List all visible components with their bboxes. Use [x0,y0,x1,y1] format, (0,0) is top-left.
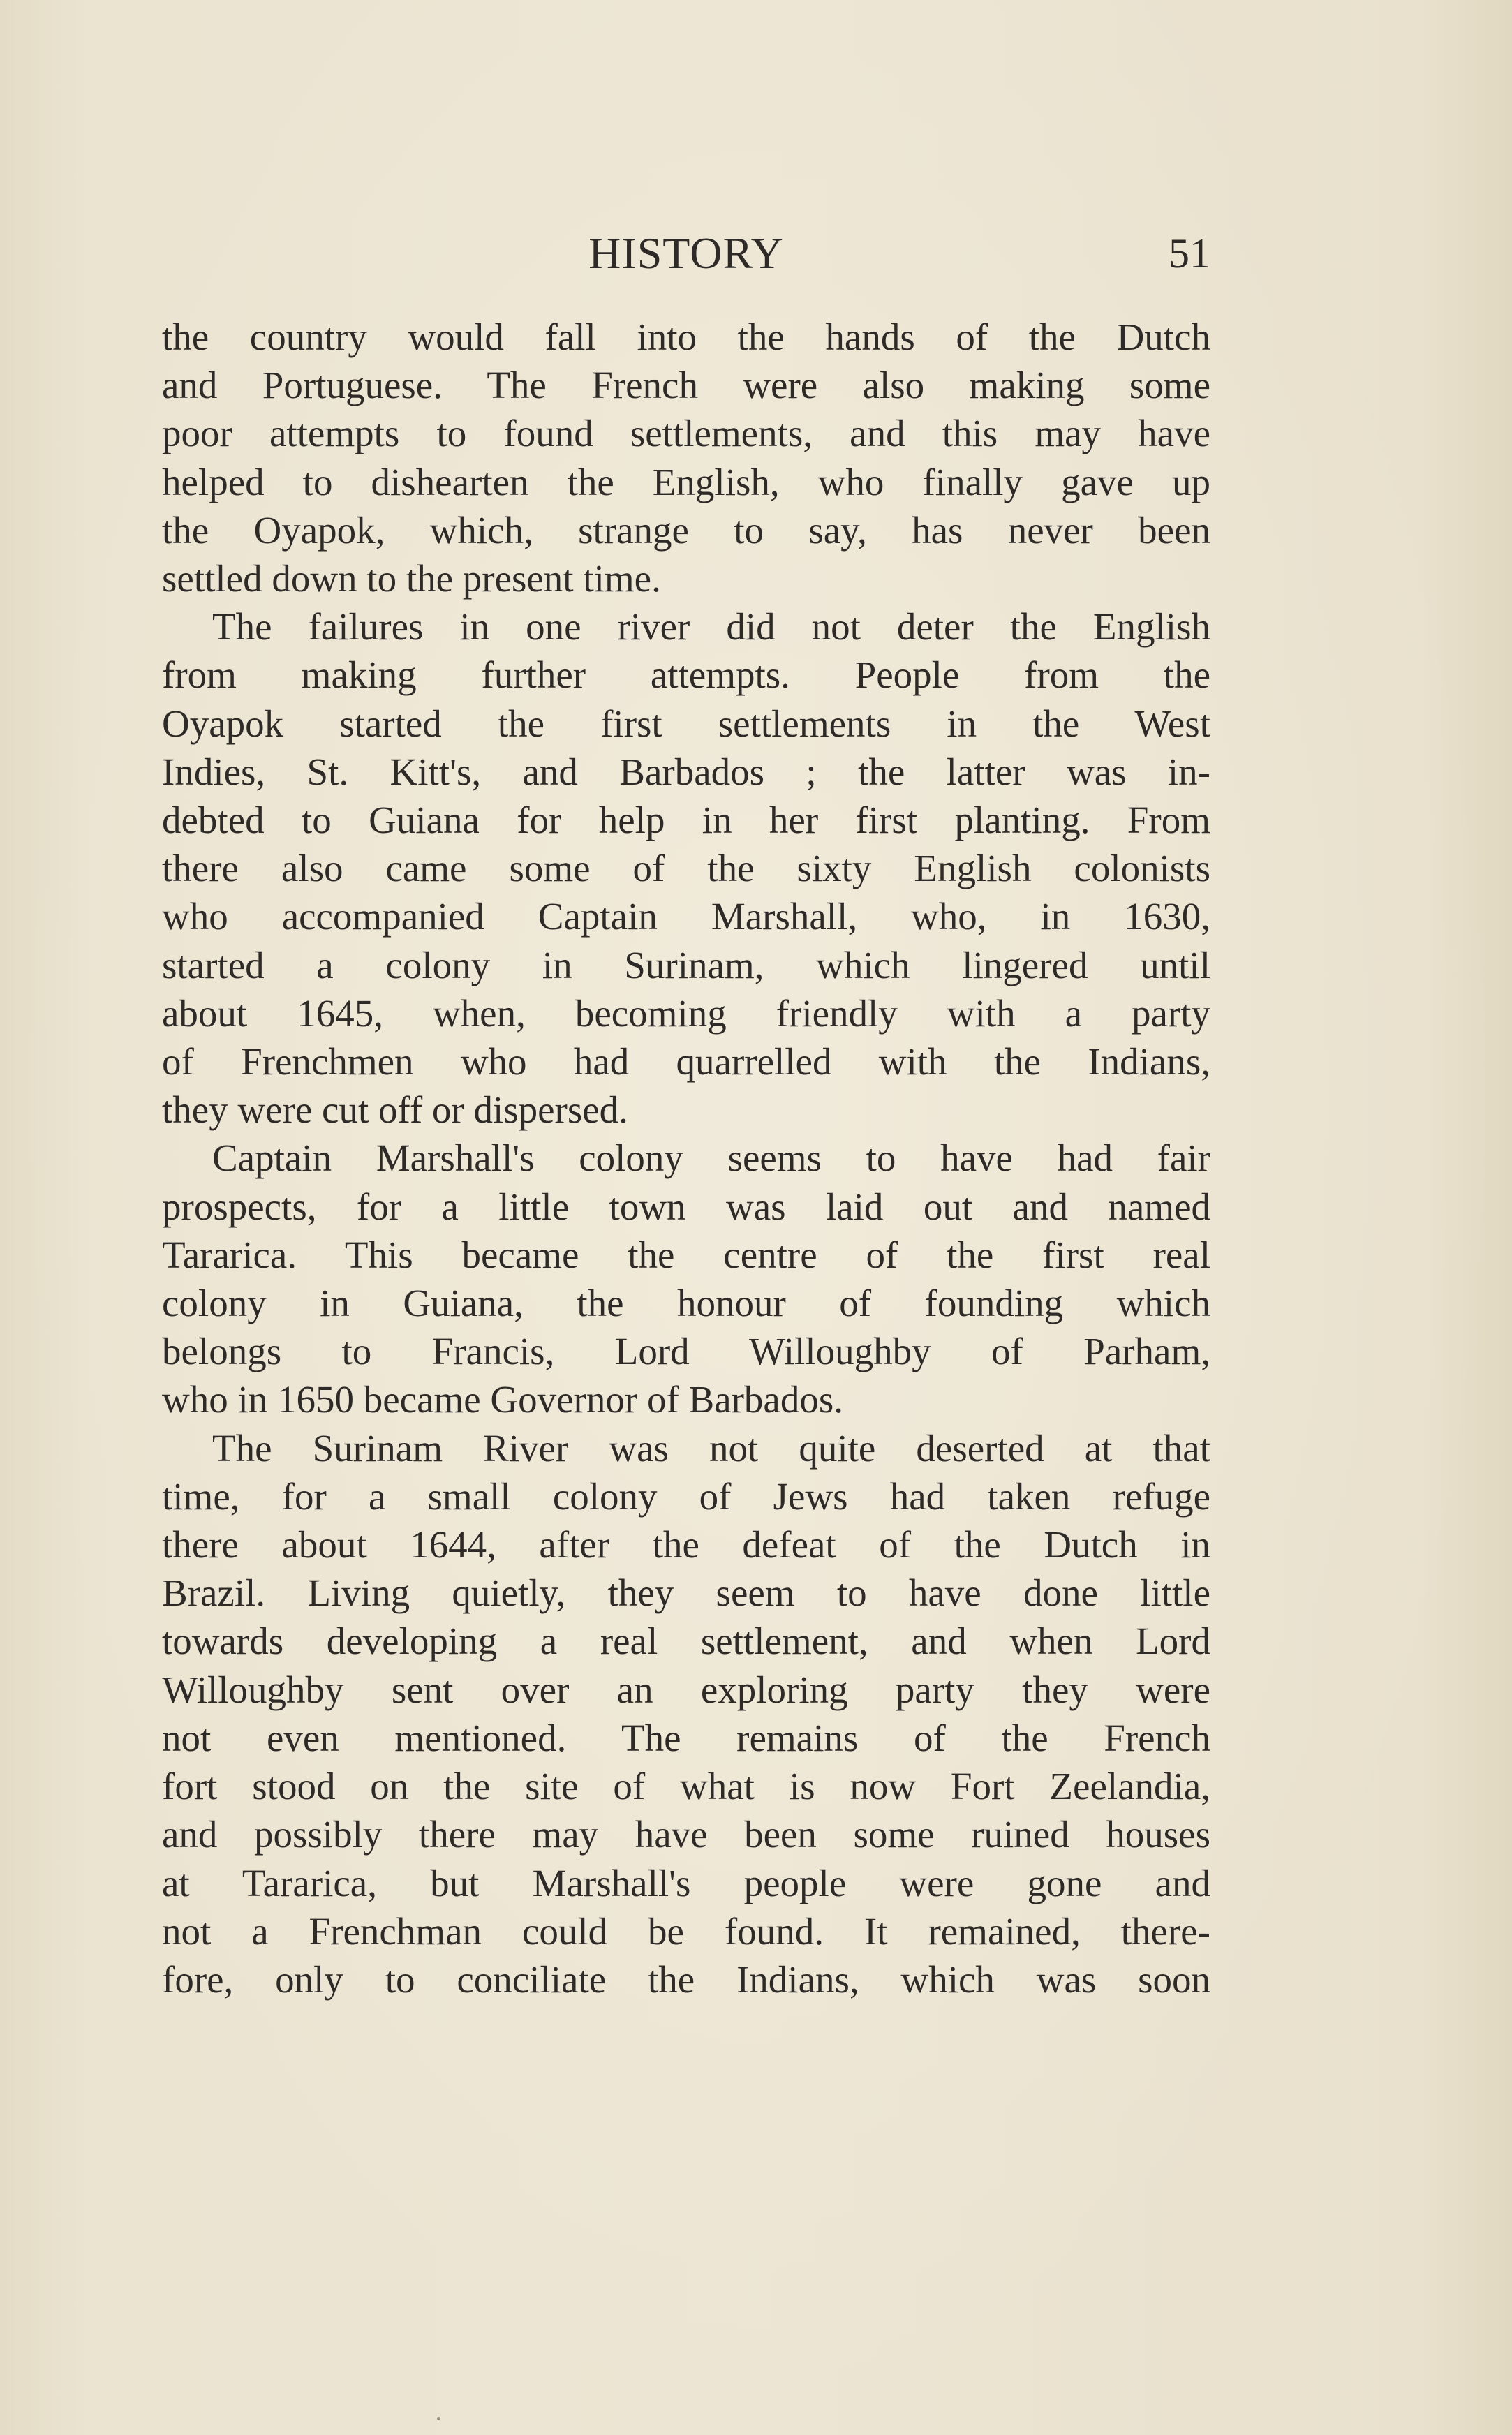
text-line: from making further attempts. People from the [162,653,1210,697]
text-line: they were cut off or dispersed. [162,1088,628,1132]
text-line: who in 1650 became Governor of Barbados. [162,1378,843,1421]
text-line: about 1645, when, becoming friendly with a party [162,991,1210,1035]
body-text [162,313,1210,2004]
paragraph-4 [162,1424,1210,2004]
text-line: belongs to Francis, Lord Willoughby of Parham, [162,1330,1210,1373]
page-number: 51 [1169,230,1210,276]
text-line: fore, only to conciliate the Indians, which was soon [162,1957,1210,2001]
paragraph-2 [162,602,1210,1134]
text-line: towards developing a real settlement, and when Lord [162,1620,1210,1663]
text-line: The Surinam River was not quite deserted at that [212,1426,1210,1470]
text-line: who accompanied Captain Marshall, who, in 1630, [162,895,1210,938]
text-line: at Tararica, but Marshall's people were gone and [162,1861,1210,1904]
text-line: time, for a small colony of Jews had taken refuge [162,1474,1210,1518]
text-line: Tararica. This became the centre of the first real [162,1233,1210,1276]
text-line: there also came some of the sixty English colonists [162,847,1210,890]
text-line: the Oyapok, which, strange to say, has never been [162,508,1210,552]
text-line: Brazil. Living quietly, they seem to have done little [162,1571,1210,1615]
text-line: started a colony in Surinam, which lingered until [162,943,1210,986]
text-line: poor attempts to found settlements, and this may have [162,412,1210,455]
text-line: Willoughby sent over an exploring party they were [162,1668,1210,1711]
text-line: and possibly there may have been some ruined houses [162,1813,1210,1856]
text-line: the country would fall into the hands of the Dutch [162,316,1210,358]
text-line: The failures in one river did not deter the English [212,605,1210,649]
paragraph-1 [162,313,1210,602]
text-line: and Portuguese. The French were also making some [162,364,1210,407]
text-line: not even mentioned. The remains of the French [162,1716,1210,1759]
text-line: helped to dishearten the English, who finally gave up [162,460,1210,503]
text-line: colony in Guiana, the honour of founding which [162,1282,1210,1325]
text-line: debted to Guiana for help in her first planting. From [162,799,1210,842]
running-head [162,222,1210,285]
text-line: Oyapok started the first settlements in the West [162,702,1210,745]
running-title: HISTORY [588,228,784,278]
text-line: of Frenchmen who had quarrelled with the Indians, [162,1040,1210,1083]
text-line: not a Frenchman could be found. It remained, there- [162,1909,1210,1953]
paper-speck [437,2417,440,2420]
paragraph-3 [162,1134,1210,1423]
text-line: there about 1644, after the defeat of the Dutch in [162,1523,1210,1567]
text-line: Indies, St. Kitt's, and Barbados ; the latter was in- [162,750,1210,793]
text-line: fort stood on the site of what is now Fort Zeelandia, [162,1765,1210,1808]
text-line: settled down to the present time. [162,557,661,600]
text-line: prospects, for a little town was laid out and named [162,1185,1210,1228]
text-line: Captain Marshall's colony seems to have had fair [212,1137,1210,1180]
